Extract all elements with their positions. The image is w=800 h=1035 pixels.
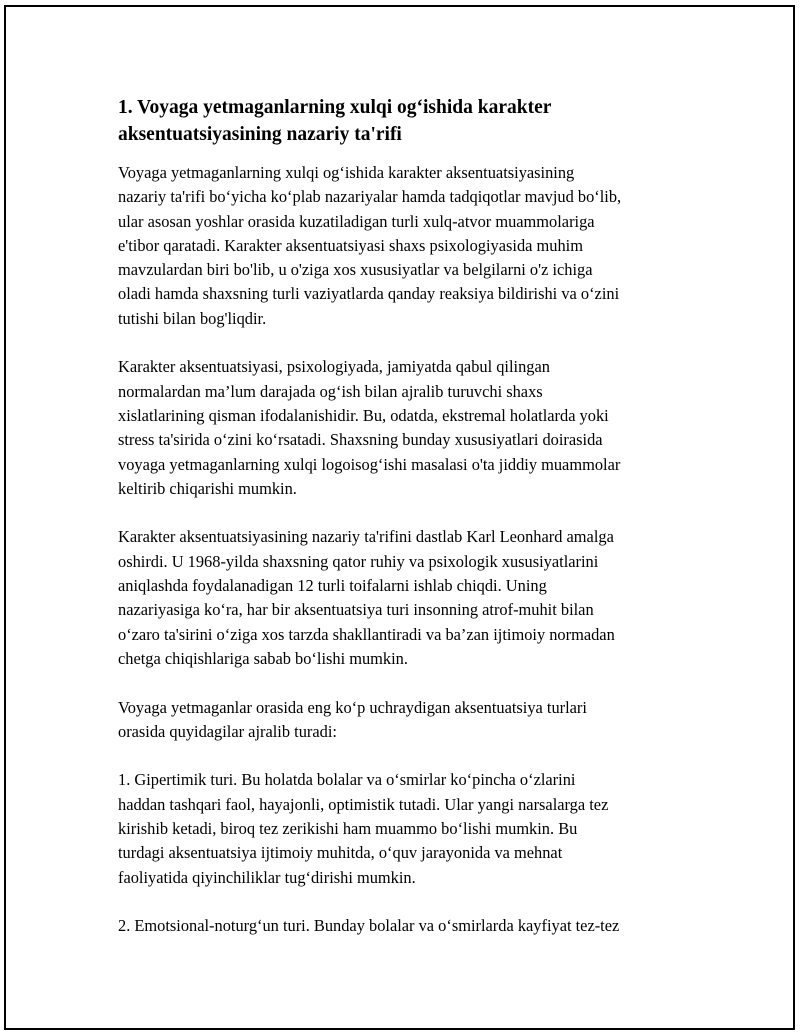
text-line: turdagi aksentuatsiya ijtimoiy muhitda, o‘quv jarayonida va mehnat <box>118 843 563 863</box>
text-line: oladi hamda shaxsning turli vaziyatlarda qanday reaksiya bildirishi va o‘zini <box>118 284 620 304</box>
heading-line: 1. Voyaga yetmaganlarning xulqi og‘ishida karakter <box>118 97 552 118</box>
text-line: haddan tashqari faol, hayajonli, optimistik tutadi. Ular yangi narsalarga tez <box>118 794 609 814</box>
text-line: kirishib ketadi, biroq tez zerikishi ham muammo bo‘lishi mumkin. Bu <box>118 819 578 839</box>
text-line: Voyaga yetmaganlar orasida eng ko‘p uchraydigan aksentuatsiya turlari <box>118 697 587 717</box>
paragraph-leonhard <box>118 525 688 671</box>
paragraph-intro <box>118 161 688 331</box>
text-line: tutishi bilan bog'liqdir. <box>118 308 267 328</box>
text-line: 2. Emotsional-noturg‘un turi. Bunday bolalar va o‘smirlarda kayfiyat tez-tez <box>118 916 620 936</box>
text-line: nazariyasiga ko‘ra, har bir aksentuatsiya turi insonning atrof-muhit bilan <box>118 600 594 620</box>
heading-line: aksentuatsiyasining nazariy ta'rifi <box>118 124 402 145</box>
text-line: ular asosan yoshlar orasida kuzatiladigan turli xulq-atvor muammolariga <box>118 211 595 231</box>
text-line: orasida quyidagilar ajralib turadi: <box>118 721 337 741</box>
paragraph-types-intro <box>118 696 688 745</box>
text-line: aniqlashda foydalanadigan 12 turli toifalarni ishlab chiqdi. Uning <box>118 576 547 596</box>
text-line: normalardan ma’lum darajada og‘ish bilan ajralib turuvchi shaxs <box>118 381 543 401</box>
text-line: 1. Gipertimik turi. Bu holatda bolalar va o‘smirlar ko‘pincha o‘zlarini <box>118 770 576 790</box>
paragraph-definition <box>118 355 688 501</box>
text-line: faoliyatida qiyinchiliklar tug‘dirishi mumkin. <box>118 867 416 887</box>
text-line: xislatlarining qisman ifodalanishidir. Bu, odatda, ekstremal holatlarda yoki <box>118 405 609 425</box>
document-body <box>118 94 688 963</box>
text-line: Voyaga yetmaganlarning xulqi og‘ishida karakter aksentuatsiyasining <box>118 163 575 182</box>
text-line: e'tibor qaratadi. Karakter aksentuatsiyasi shaxs psixologiyasida muhim <box>118 235 583 255</box>
section-heading <box>118 94 688 148</box>
text-line: Karakter aksentuatsiyasi, psixologiyada, jamiyatda qabul qilingan <box>118 357 550 377</box>
text-line: keltirib chiqarishi mumkin. <box>118 478 297 498</box>
paragraph-type-1 <box>118 768 688 889</box>
text-line: chetga chiqishlariga sabab bo‘lishi mumkin. <box>118 648 408 668</box>
text-line: voyaga yetmaganlarning xulqi logoisog‘ishi masalasi o'ta jiddiy muammolar <box>118 454 621 474</box>
text-line: o‘zaro ta'sirini o‘ziga xos tarzda shakllantiradi va ba’zan ijtimoiy normadan <box>118 624 615 644</box>
text-line: mavzulardan biri bo'lib, u o'ziga xos xususiyatlar va belgilarni o'z ichiga <box>118 260 593 280</box>
text-line: stress ta'sirida o‘zini ko‘rsatadi. Shaxsning bunday xususiyatlari doirasida <box>118 430 603 450</box>
text-line: Karakter aksentuatsiyasining nazariy ta'rifini dastlab Karl Leonhard amalga <box>118 527 614 547</box>
text-line: oshirdi. U 1968-yilda shaxsning qator ruhiy va psixologik xususiyatlarini <box>118 551 599 571</box>
paragraph-type-2 <box>118 914 688 938</box>
text-line: nazariy ta'rifi bo‘yicha ko‘plab nazariyalar hamda tadqiqotlar mavjud bo‘lib, <box>118 187 622 207</box>
